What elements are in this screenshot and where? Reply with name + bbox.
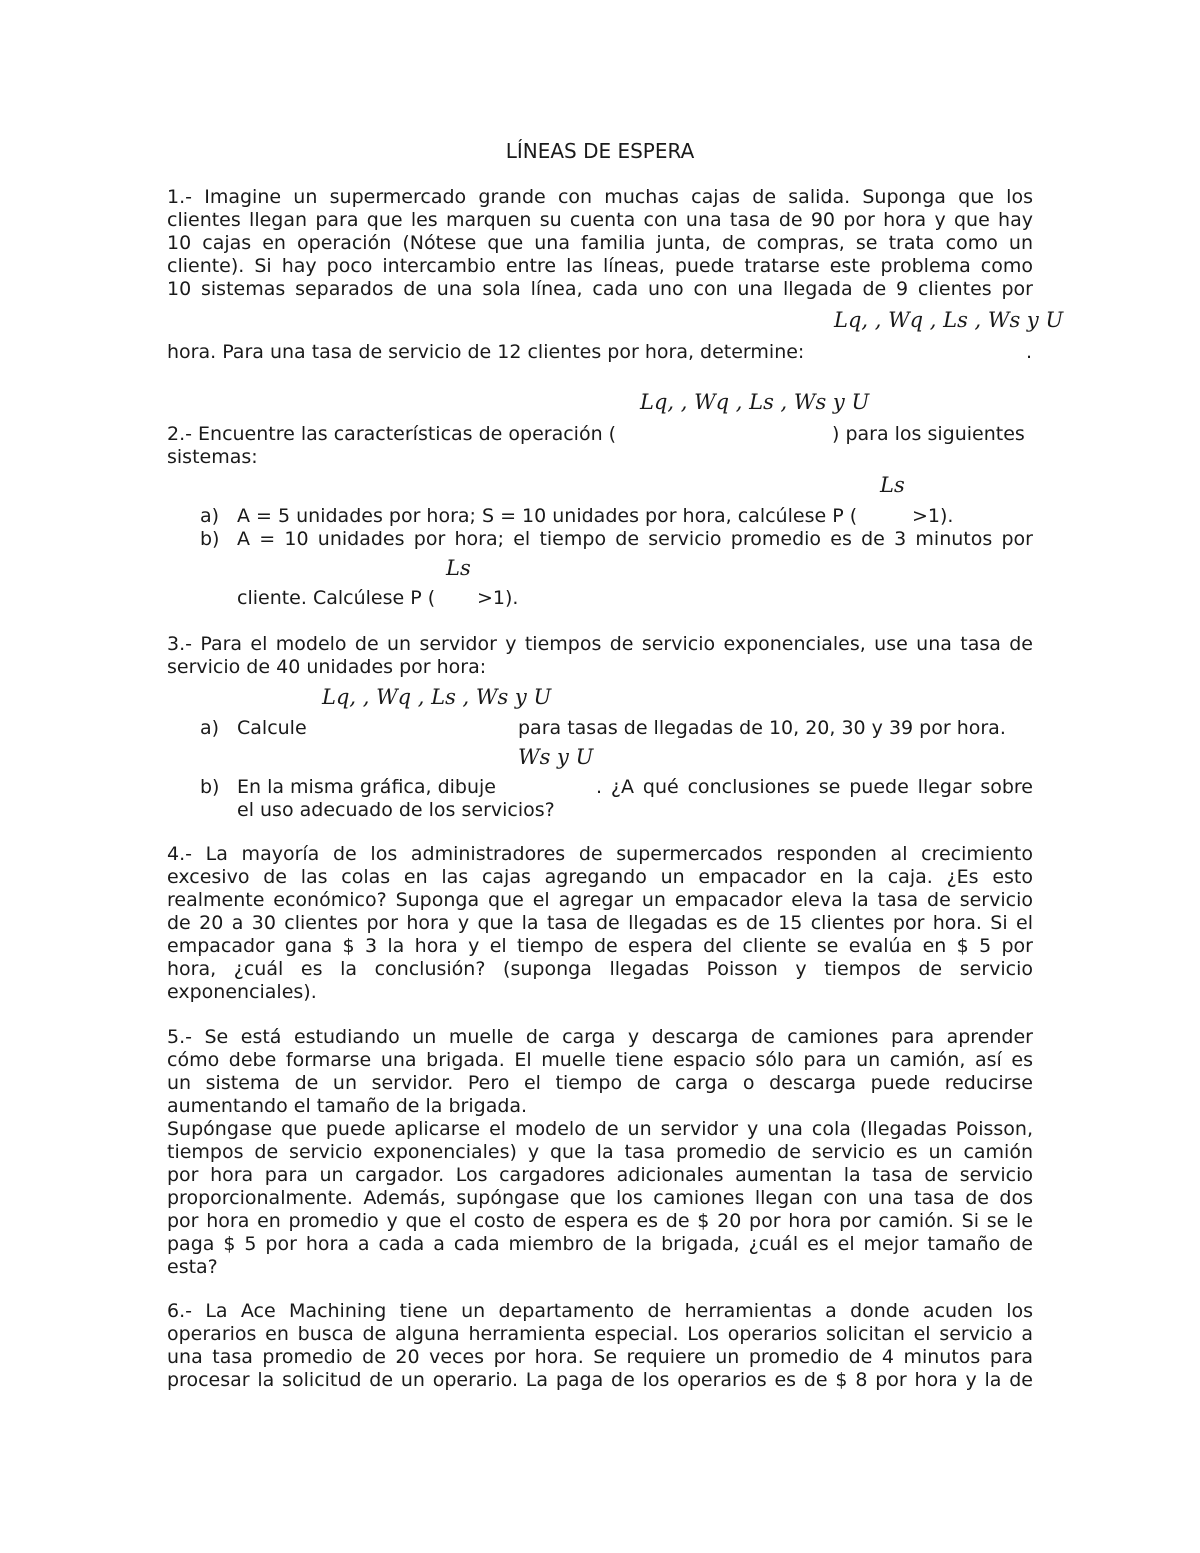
- problem-4-line: excesivo de las colas en las cajas agregando un empacador en la caja. ¿Es esto: [167, 866, 1033, 888]
- item-label: a): [200, 717, 220, 739]
- problem-1-line: 1.- Imagine un supermercado grande con muchas cajas de salida. Suponga que los: [167, 186, 1033, 208]
- problem-6-line: procesar la solicitud de un operario. La paga de los operarios es de $ 8 por hora y la de: [167, 1369, 1033, 1391]
- problem-5-line: Supóngase que puede aplicarse el modelo de un servidor y una cola (llegadas Poisson,: [167, 1118, 1033, 1140]
- item-label: b): [200, 776, 220, 798]
- problem-3-item-b: el uso adecuado de los servicios?: [237, 799, 555, 821]
- problem-2-item-b: A = 10 unidades por hora; el tiempo de servicio promedio es de 3 minutos por: [237, 528, 1033, 550]
- problem-4-line: hora, ¿cuál es la conclusión? (suponga llegadas Poisson y tiempos de servicio: [167, 958, 1033, 980]
- problem-3-item-b: En la misma gráfica, dibuje: [237, 776, 496, 798]
- problem-5-line: un sistema de un servidor. Pero el tiempo de carga o descarga puede reducirse: [167, 1072, 1033, 1094]
- problem-5-line: esta?: [167, 1256, 218, 1278]
- problem-3-item-b: . ¿A qué conclusiones se puede llegar sobre: [596, 776, 1033, 798]
- formula-ws-u: Ws y U: [518, 745, 594, 769]
- page-title: LÍNEAS DE ESPERA: [505, 139, 695, 163]
- problem-4-line: de 20 a 30 clientes por hora y que la tasa de llegadas es de 15 clientes por hora. Si el: [167, 912, 1033, 934]
- problem-2-item-a-end: >1).: [912, 505, 954, 527]
- problem-2-item-b: cliente. Calcúlese P (: [237, 587, 436, 609]
- problem-5-line: 5.- Se está estudiando un muelle de carga y descarga de camiones para aprender: [167, 1026, 1033, 1048]
- formula-ls: Ls: [446, 556, 471, 580]
- problem-1-line: cliente). Si hay poco intercambio entre las líneas, puede tratarse este problema como: [167, 255, 1033, 277]
- problem-6-line: una tasa promedio de 20 veces por hora. Se requiere un promedio de 4 minutos para: [167, 1346, 1033, 1368]
- problem-6-line: 6.- La Ace Machining tiene un departamento de herramientas a donde acuden los: [167, 1300, 1033, 1322]
- problem-1-line: 10 sistemas separados de una sola línea, cada uno con una llegada de 9 clientes por: [167, 278, 1033, 300]
- formula-lq-wq-ls-ws-u: Lq, , Wq , Ls , Ws y U: [322, 685, 552, 709]
- problem-1-line: hora. Para una tasa de servicio de 12 clientes por hora, determine:: [167, 341, 805, 363]
- problem-3-line: 3.- Para el modelo de un servidor y tiempos de servicio exponenciales, use una tasa de: [167, 633, 1033, 655]
- problem-1-dot: .: [1026, 341, 1033, 363]
- formula-lq-wq-ls-ws-u: Lq, , Wq , Ls , Ws y U: [640, 390, 870, 414]
- problem-6-line: operarios en busca de alguna herramienta especial. Los operarios solicitan el servicio a: [167, 1323, 1033, 1345]
- problem-4-line: empacador gana $ 3 la hora y el tiempo de espera del cliente se evalúa en $ 5 por: [167, 935, 1033, 957]
- formula-lq-wq-ls-ws-u: Lq, , Wq , Ls , Ws y U: [834, 308, 1064, 332]
- problem-5-line: tiempos de servicio exponenciales) y que la tasa promedio de servicio es un camión: [167, 1141, 1033, 1163]
- problem-2-item-a: A = 5 unidades por hora; S = 10 unidades por hora, calcúlese P (: [237, 505, 858, 527]
- problem-5-line: aumentando el tamaño de la brigada.: [167, 1095, 528, 1117]
- problem-2-intro: sistemas:: [167, 446, 258, 468]
- problem-5-line: paga $ 5 por hora a cada a cada miembro de la brigada, ¿cuál es el mejor tamaño de: [167, 1233, 1033, 1255]
- problem-5-line: por hora para un cargador. Los cargadores adicionales aumentan la tasa de servicio: [167, 1164, 1033, 1186]
- problem-3-item-a: para tasas de llegadas de 10, 20, 30 y 39 por hora.: [518, 717, 1006, 739]
- item-label: b): [200, 528, 220, 550]
- problem-2-intro: ) para los siguientes: [832, 423, 1025, 445]
- problem-4-line: 4.- La mayoría de los administradores de supermercados responden al crecimiento: [167, 843, 1033, 865]
- problem-4-line: realmente económico? Suponga que el agregar un empacador eleva la tasa de servicio: [167, 889, 1033, 911]
- problem-2-intro: 2.- Encuentre las características de operación (: [167, 423, 617, 445]
- problem-1-line: 10 cajas en operación (Nótese que una familia junta, de compras, se trata como un: [167, 232, 1033, 254]
- problem-5-line: proporcionalmente. Además, supóngase que los camiones llegan con una tasa de dos: [167, 1187, 1033, 1209]
- problem-3-line: servicio de 40 unidades por hora:: [167, 656, 487, 678]
- problem-3-item-a: Calcule: [237, 717, 307, 739]
- item-label: a): [200, 505, 220, 527]
- problem-5-line: cómo debe formarse una brigada. El muelle tiene espacio sólo para un camión, así es: [167, 1049, 1033, 1071]
- problem-2-item-b-end: >1).: [477, 587, 519, 609]
- formula-ls: Ls: [880, 473, 905, 497]
- problem-5-line: por hora en promedio y que el costo de espera es de $ 20 por hora por camión. Si se le: [167, 1210, 1033, 1232]
- problem-1-line: clientes llegan para que les marquen su cuenta con una tasa de 90 por hora y que hay: [167, 209, 1033, 231]
- problem-4-line: exponenciales).: [167, 981, 317, 1003]
